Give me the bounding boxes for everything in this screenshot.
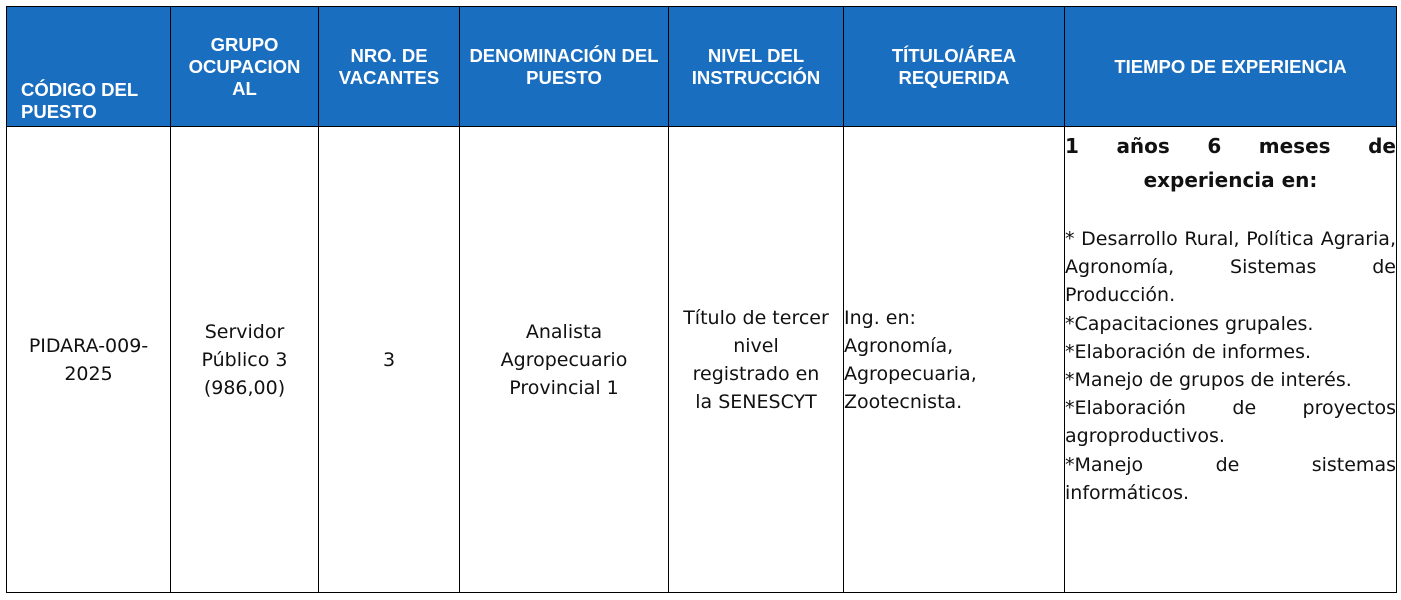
table-row [7, 127, 1397, 593]
list-item: *Elaboración de proyectos agroproductivos. [1065, 397, 1396, 448]
cell-experiencia [1065, 127, 1397, 593]
header-nivel: NIVEL DEL INSTRUCCIÓN [669, 7, 844, 127]
header-tiempo: TIEMPO DE EXPERIENCIA [1065, 7, 1397, 127]
header-row [7, 7, 1397, 127]
list-item: * Desarrollo Rural, Política Agraria, Agronomía, Sistemas de Producción. [1065, 228, 1396, 307]
list-item: *Manejo de sistemas [1065, 453, 1396, 476]
cell-nivel: Título de tercer nivel registrado en la SENESCYT [669, 127, 844, 593]
list-item: *Capacitaciones grupales. [1065, 312, 1314, 335]
list-item: informáticos. [1065, 481, 1190, 504]
experience-heading: 1 años 6 meses de experiencia en: [1065, 134, 1396, 192]
experience-list [1065, 225, 1396, 507]
cell-titulo: Ing. en: Agronomía, Agropecuaria, Zootecnista. [844, 127, 1065, 593]
cell-vacantes: 3 [319, 127, 460, 593]
list-item: *Manejo de grupos de interés. [1065, 369, 1352, 392]
header-denominacion: DENOMINACIÓN DEL PUESTO [460, 7, 669, 127]
cell-denominacion: Analista Agropecuario Provincial 1 [460, 127, 669, 593]
header-titulo: TÍTULO/ÁREA REQUERIDA [844, 7, 1065, 127]
header-grupo: GRUPO OCUPACION AL [171, 7, 319, 127]
header-vacantes: NRO. DE VACANTES [319, 7, 460, 127]
cell-grupo: Servidor Público 3 (986,00) [171, 127, 319, 593]
header-codigo: CÓDIGO DEL PUESTO [7, 7, 171, 127]
job-posting-table [6, 6, 1397, 593]
cell-codigo: PIDARA-009-2025 [7, 127, 171, 593]
list-item: *Elaboración de informes. [1065, 340, 1312, 363]
